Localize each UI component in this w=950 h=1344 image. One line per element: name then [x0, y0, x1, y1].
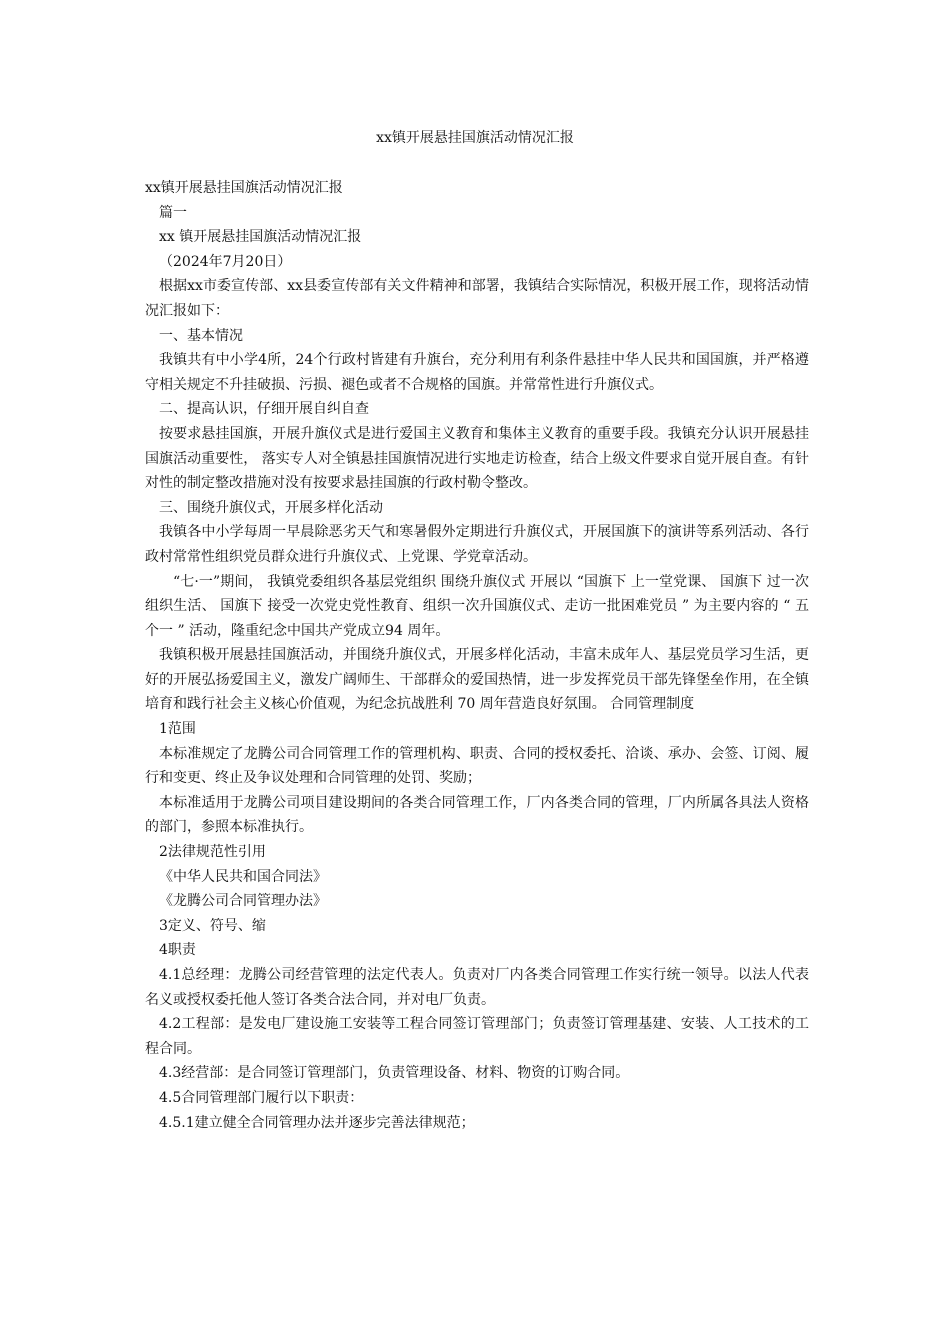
paragraph: 根据xx市委宣传部、xx县委宣传部有关文件精神和部署，我镇结合实际情况，积极开展工作，现将活动情况汇报如下：	[145, 278, 809, 319]
paragraph: 本标准适用于龙腾公司项目建设期间的各类合同管理工作，厂内各类合同的管理，厂内所属各具法人资格的部门，参照本标准执行。	[145, 794, 809, 836]
paragraph: xx 镇开展悬挂国旗活动情况汇报	[159, 229, 362, 246]
paragraph: 我镇共有中小学4所，24个行政村皆建有升旗台，充分利用有利条件悬挂中华人民共和国国旗，并严格遵守相关规定不升挂破损、污损、褪色或者不合规格的国旗。并常常性进行升旗仪式。	[145, 352, 809, 393]
paragraph: 本标准规定了龙腾公司合同管理工作的管理机构、职责、合同的授权委托、洽谈、承办、会签、订阅、履行和变更、终止及争议处理和合同管理的处罚、奖励；	[145, 745, 809, 787]
paragraph: 4.2工程部：是发电厂建设施工安装等工程合同签订管理部门；负责签订管理基建、安装、人工技术的工程合同。	[145, 1016, 809, 1057]
paragraph: 二、提高认识，仔细开展自纠自查	[159, 401, 369, 418]
paragraph: （2024年7月20日）	[159, 253, 292, 270]
paragraph: 篇一	[159, 204, 187, 221]
paragraph: 4职责	[159, 942, 196, 959]
document-title: xx镇开展悬挂国旗活动情况汇报	[376, 130, 574, 146]
paragraph: xx镇开展悬挂国旗活动情况汇报	[145, 180, 343, 196]
paragraph: 1范围	[159, 721, 196, 738]
paragraph: 一、基本情况	[159, 327, 243, 344]
document-body	[145, 176, 809, 1135]
paragraph: 4.3经营部：是合同签订管理部门，负责管理设备、材料、物资的订购合同。	[159, 1065, 630, 1082]
paragraph: “七·一”期间， 我镇党委组织各基层党组织 围绕升旗仪式 开展以 “国旗下 上一堂党课、 国旗下 过一次组织生活、 国旗下 接受一次党史党性教育、组织一次升国旗仪式、走访一批困难党员 ” 为主要内容的 “ 五个一 ” 活动，隆重纪念中国共产党成立94 周年。	[145, 573, 809, 639]
paragraph: 3定义、符号、缩	[159, 917, 266, 934]
paragraph: 《龙腾公司合同管理办法》	[159, 893, 327, 910]
paragraph: 4.1总经理：龙腾公司经营管理的法定代表人。负责对厂内各类合同管理工作实行统一领导。以法人代表名义或授权委托他人签订各类合法合同，并对电厂负责。	[145, 967, 809, 1008]
paragraph: 4.5.1建立健全合同管理办法并逐步完善法律规范；	[159, 1114, 475, 1131]
paragraph: 按要求悬挂国旗，开展升旗仪式是进行爱国主义教育和集体主义教育的重要手段。我镇充分认识开展悬挂国旗活动重要性， 落实专人对全镇悬挂国旗情况进行实地走访检查，结合上级文件要求自觉开展自查。有针对性的制定整改措施对没有按要求悬挂国旗的行政村勒令整改。	[145, 425, 809, 492]
paragraph: 我镇各中小学每周一早晨除恶劣天气和寒暑假外定期进行升旗仪式，开展国旗下的演讲等系列活动、各行政村常常性组织党员群众进行升旗仪式、上党课、学党章活动。	[145, 524, 809, 565]
paragraph: 4.5合同管理部门履行以下职责：	[159, 1089, 364, 1106]
paragraph: 我镇积极开展悬挂国旗活动，并围绕升旗仪式，开展多样化活动，丰富未成年人、基层党员学习生活，更好的开展弘扬爱国主义，激发广阔师生、干部群众的爱国热情，进一步发挥党员干部先锋堡垒作用，在全镇培育和践行社会主义核心价值观，为纪念抗战胜利 70 周年营造良好氛围。 合同管理制度	[145, 647, 809, 713]
paragraph: 《中华人民共和国合同法》	[159, 868, 327, 885]
paragraph: 三、围绕升旗仪式，开展多样化活动	[159, 499, 383, 516]
paragraph: 2法律规范性引用	[159, 844, 266, 861]
